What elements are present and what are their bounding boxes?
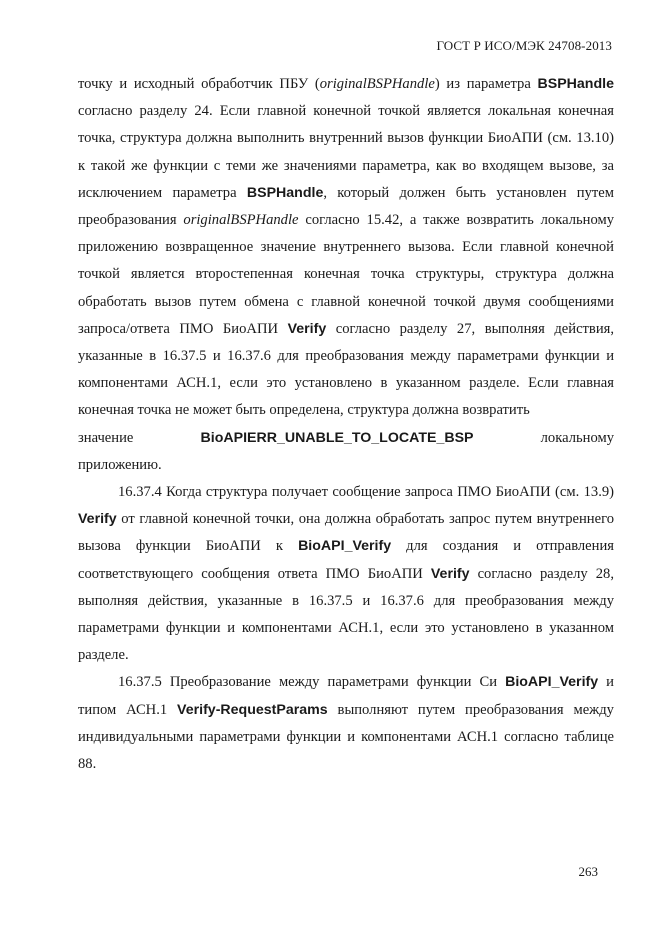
paragraph-16-37-5 [78, 669, 614, 778]
text-run: значение [78, 429, 134, 446]
text-run: согласно разделу 24. Если главной конечной точкой является локальная конечная точка, структура должна выполнить внутренний вызов функции БиоАПИ (см. 13.10) к такой же функции с теми же значениями параметра, как во входящем вызове, за исключением параметра [78, 103, 614, 201]
error-code-line [78, 425, 614, 452]
code-identifier: BSPHandle [246, 184, 324, 201]
text-run: 16.37.4 Когда структура получает сообщение запроса ПМО БиоАПИ (см. 13.9) [118, 484, 614, 501]
text-run: согласно разделу 27, выполняя действия, указанные в 16.37.5 и 16.37.6 для преобразования между параметрами функции и компонентами АСН.1, если это установлено в указанном разделе. Если главная конечная точка не может быть определена, структура должна возвратить [78, 320, 614, 419]
text-run: и типом АСН.1 [78, 674, 614, 718]
document-header: ГОСТ Р ИСО/МЭК 24708-2013 [436, 38, 612, 53]
code-identifier: Verify [287, 320, 327, 337]
code-identifier: BSPHandle [537, 76, 614, 92]
text-run: , который должен быть установлен путем преобразования [78, 184, 615, 229]
code-identifier: BioAPI_Verify [505, 674, 599, 691]
text-run: точку и исходный обработчик ПБУ ( [78, 76, 320, 92]
paragraph-continuation [78, 71, 614, 425]
text-run: выполняют путем преобразования между индивидуальными параметрами функции и компонентами АСН.1 согласно таблице 88. [78, 701, 614, 773]
text-run: согласно разделу 28, выполняя действия, указанные в 16.37.5 и 16.37.6 для преобразования между параметрами функции и компонентами АСН.1, если это установлено в указанном разделе. [78, 565, 615, 664]
paragraph-16-37-4 [78, 479, 614, 669]
code-identifier: Verify [430, 565, 470, 582]
text-run: ) из параметра [434, 76, 531, 92]
code-identifier: BioAPI_Verify [298, 538, 392, 555]
error-code: BioAPIERR_UNABLE_TO_LOCATE_BSP [200, 429, 474, 446]
text-run: для создания и отправления соответствующего сообщения ответа ПМО БиоАПИ [78, 538, 614, 582]
text-run: согласно 15.42, а также возвратить локальному приложению возвращенное значение внутреннего вызова. Если главной конечной точкой является второстепенная конечная точка структуры, структура должна обработать вызов путем обмена с главной конечной точкой двумя сообщениями запроса/ответа ПМО БиоАПИ [78, 212, 614, 337]
paragraph-end [78, 452, 614, 479]
text-run: локальному [540, 429, 614, 446]
text-run: от главной конечной точки, она должна обработать запрос путем внутреннего вызова функции БиоАПИ к [78, 511, 614, 555]
page-number: 263 [578, 864, 598, 879]
text-run: приложению. [78, 456, 162, 473]
code-identifier: Verify [78, 511, 117, 528]
code-identifier: originalBSPHandle [183, 212, 299, 229]
code-identifier: originalBSPHandle [319, 76, 435, 92]
code-identifier: Verify-RequestParams [177, 701, 328, 718]
text-run: 16.37.5 Преобразование между параметрами функции Си [118, 674, 506, 691]
document-body [78, 71, 614, 778]
